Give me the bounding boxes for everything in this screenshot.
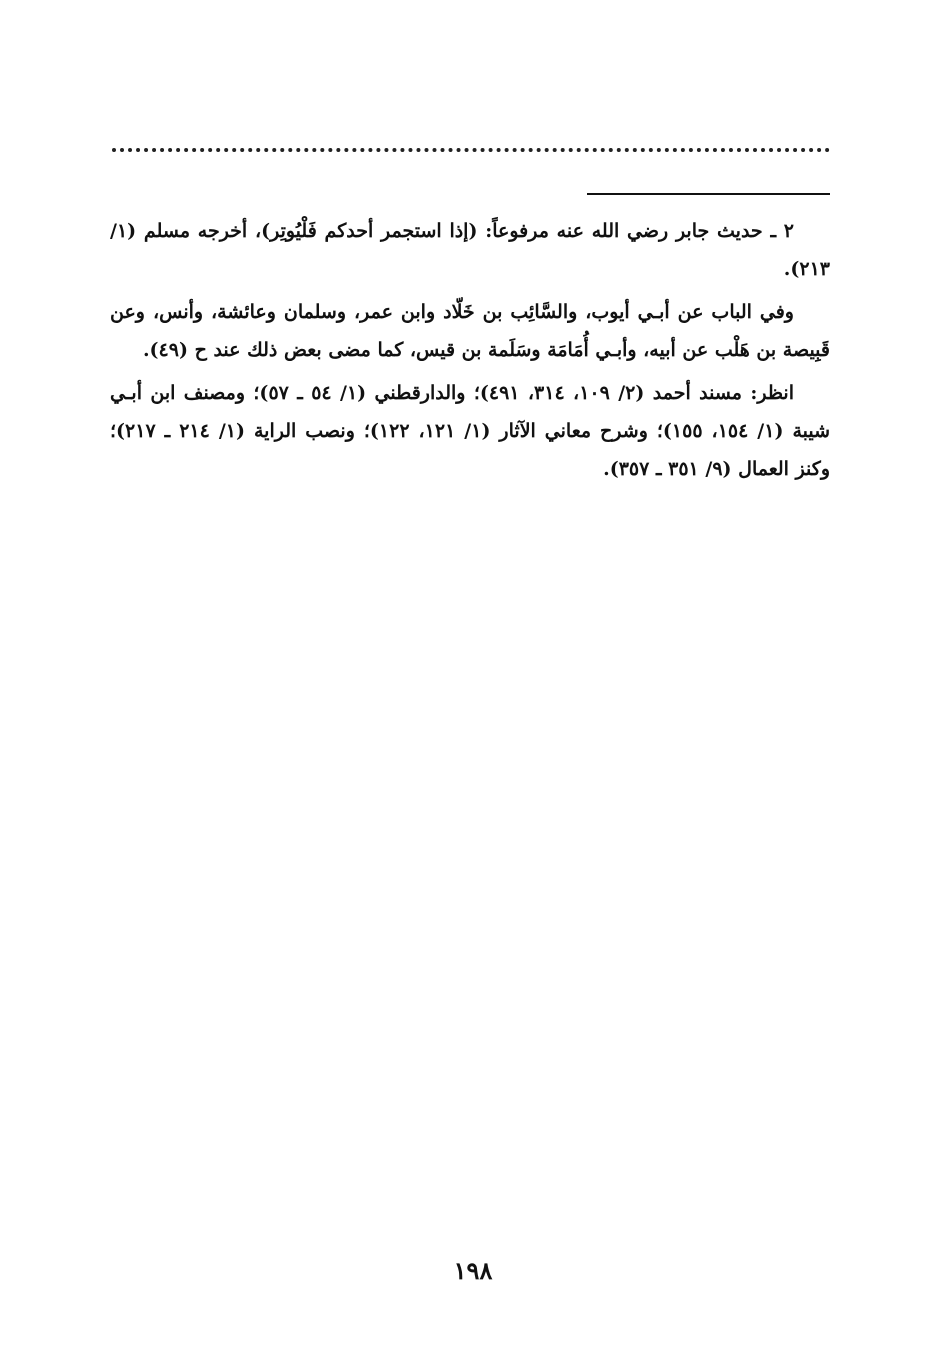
- footnote-chapter-narrations: وفي الباب عن أبـي أيوب، والسَّائِب بن خَلّاد وابن عمر، وسلمان وعائشة، وأنس، وعن قَبِيصة بن هَلْب عن أبيه، وأبـي أُمَامَة وسَلَمة بن قيس، كما مضى بعض ذلك عند ح (٤٩).: [110, 301, 830, 361]
- dotted-separator: [112, 148, 830, 152]
- footnote-sources: انظر: مسند أحمد (٢/ ١٠٩، ٣١٤، ٤٩١)؛ والدارقطني (١/ ٥٤ ـ ٥٧)؛ ومصنف ابن أبـي شيبة (١/ ١٥٤، ١٥٥)؛ وشرح معاني الآثار (١/ ١٢١، ١٢٢)؛ ونصب الراية (١/ ٢١٤ ـ ٢١٧)؛ وكنز العمال (٩/ ٣٥١ ـ ٣٥٧).: [110, 382, 831, 480]
- footnote-hadith-jabir: ٢ ـ حديث جابر رضي الله عنه مرفوعاً: (إذا استجمر أحدكم فَلْيُوتِر)، أخرجه مسلم (١/ ٢١٣).: [110, 220, 830, 280]
- footnotes-section: [110, 212, 830, 493]
- footnote-separator: [587, 193, 830, 195]
- page-number: ١٩٨: [453, 1256, 493, 1285]
